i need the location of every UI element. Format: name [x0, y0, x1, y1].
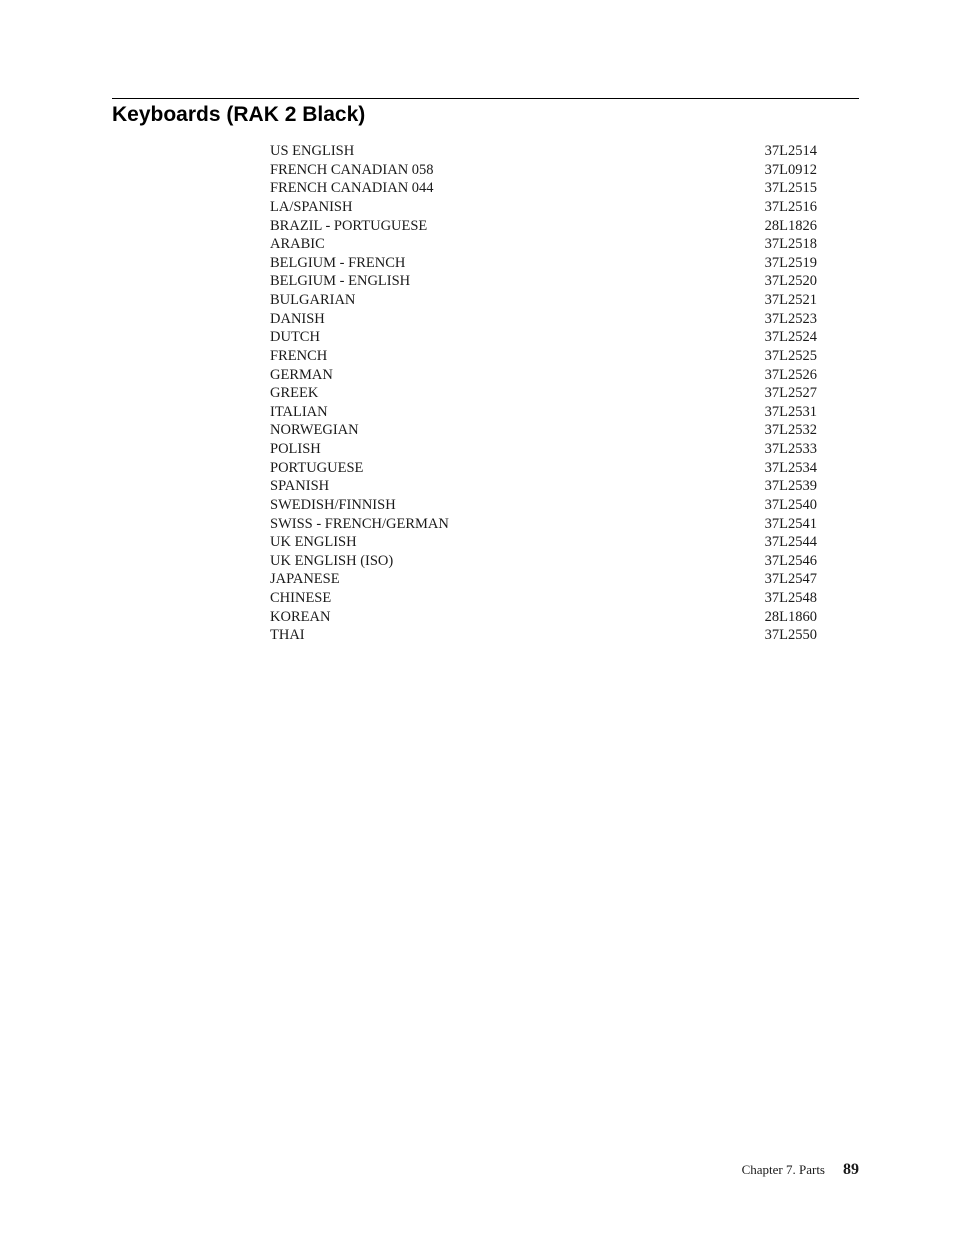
part-name: ARABIC [270, 236, 325, 253]
part-name: THAI [270, 627, 305, 644]
part-name: DUTCH [270, 329, 320, 346]
part-number: 37L2520 [764, 273, 817, 290]
header-rule [112, 98, 859, 99]
part-number: 37L2515 [764, 180, 817, 197]
part-number: 37L2519 [764, 254, 817, 271]
part-name: US ENGLISH [270, 143, 355, 159]
part-name: JAPANESE [270, 571, 340, 588]
list-item [270, 254, 817, 273]
list-item [270, 198, 817, 217]
part-number: 37L2521 [764, 292, 817, 308]
part-number: 37L2516 [764, 198, 817, 215]
list-item [270, 626, 817, 645]
part-name: GREEK [270, 385, 319, 402]
part-name: UK ENGLISH (ISO) [270, 552, 394, 569]
part-name: LA/SPANISH [270, 198, 353, 215]
list-item [270, 272, 817, 291]
list-item [270, 570, 817, 589]
list-item [270, 179, 817, 198]
part-name: UK ENGLISH [270, 534, 357, 551]
list-item [270, 440, 817, 459]
list-item [270, 403, 817, 422]
page-title: Keyboards (RAK 2 Black) [112, 103, 366, 126]
part-name: BELGIUM - ENGLISH [270, 273, 411, 290]
part-number: 37L2518 [764, 236, 817, 253]
part-number: 37L2550 [764, 627, 817, 644]
part-name: DANISH [270, 310, 325, 327]
part-name: PORTUGUESE [270, 459, 364, 476]
list-item [270, 142, 817, 161]
list-item [270, 477, 817, 496]
part-number: 37L0912 [764, 161, 817, 178]
part-number: 37L2527 [764, 385, 817, 402]
parts-list [270, 142, 817, 645]
list-item [270, 328, 817, 347]
chapter-label: Chapter 7. Parts [741, 1162, 825, 1177]
part-name: FRENCH [270, 347, 328, 364]
part-number: 37L2524 [764, 329, 817, 346]
part-number: 37L2526 [764, 366, 817, 383]
part-name: POLISH [270, 441, 321, 457]
part-name: BULGARIAN [270, 292, 356, 308]
list-item [270, 515, 817, 534]
page-footer [742, 1161, 859, 1179]
list-item [270, 347, 817, 366]
part-name: ITALIAN [270, 403, 328, 420]
part-name: GERMAN [270, 366, 333, 383]
list-item [270, 608, 817, 627]
part-name: SWEDISH/FINNISH [270, 496, 396, 513]
part-number: 37L2531 [764, 403, 817, 420]
part-name: FRENCH CANADIAN 044 [270, 180, 434, 197]
part-name: SPANISH [270, 478, 330, 495]
part-number: 28L1826 [764, 217, 817, 234]
part-number: 37L2523 [764, 310, 817, 327]
part-number: 37L2533 [764, 441, 817, 457]
list-item [270, 589, 817, 608]
part-name: NORWEGIAN [270, 422, 359, 439]
part-number: 37L2534 [764, 459, 817, 476]
list-item [270, 217, 817, 236]
part-name: KOREAN [270, 608, 331, 625]
part-number: 37L2548 [764, 590, 817, 606]
part-number: 37L2514 [764, 143, 817, 159]
page-number: 89 [843, 1161, 859, 1178]
list-item [270, 235, 817, 254]
list-item [270, 533, 817, 552]
part-number: 37L2540 [764, 496, 817, 513]
list-item [270, 366, 817, 385]
list-item [270, 459, 817, 478]
list-item [270, 310, 817, 329]
part-name: BELGIUM - FRENCH [270, 254, 406, 271]
part-name: BRAZIL - PORTUGUESE [270, 217, 428, 234]
part-number: 28L1860 [764, 608, 817, 625]
list-item [270, 291, 817, 310]
part-number: 37L2544 [764, 534, 817, 551]
list-item [270, 161, 817, 180]
part-number: 37L2539 [764, 478, 817, 495]
part-number: 37L2525 [764, 347, 817, 364]
list-item [270, 421, 817, 440]
part-number: 37L2546 [764, 552, 817, 569]
part-name: CHINESE [270, 590, 332, 606]
part-number: 37L2532 [764, 422, 817, 439]
part-name: SWISS - FRENCH/GERMAN [270, 515, 449, 532]
list-item [270, 384, 817, 403]
list-item [270, 496, 817, 515]
part-number: 37L2547 [764, 571, 817, 588]
part-name: FRENCH CANADIAN 058 [270, 161, 434, 178]
list-item [270, 552, 817, 571]
part-number: 37L2541 [764, 515, 817, 532]
